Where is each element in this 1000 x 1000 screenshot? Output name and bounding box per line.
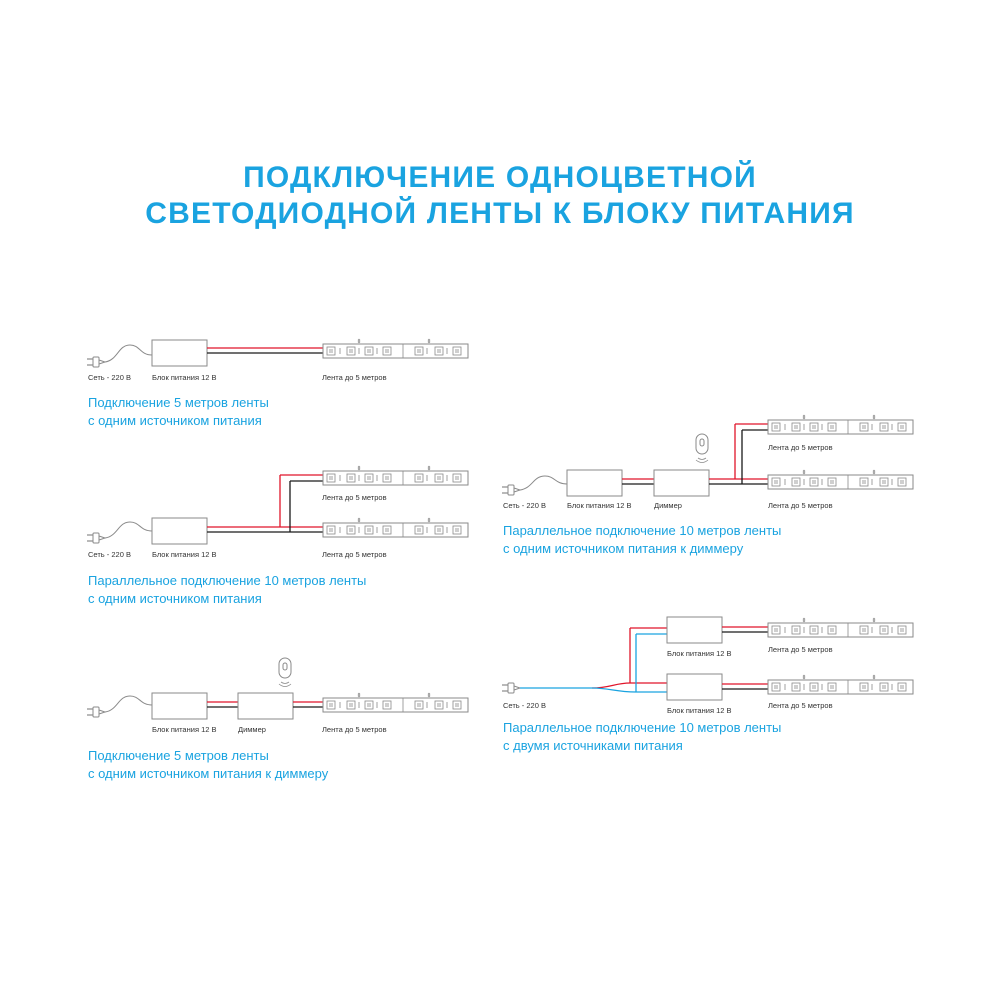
power-supply — [152, 693, 207, 719]
strip-label: Лента до 5 метров — [322, 550, 387, 559]
psu-label: Блок питания 12 В — [152, 725, 217, 734]
caption-line-1: Параллельное подключение 10 метров ленты — [503, 720, 782, 735]
power-supply — [152, 518, 207, 544]
caption-line-1: Подключение 5 метров ленты — [88, 395, 269, 410]
diagram-3 — [87, 658, 468, 734]
caption-line-1: Подключение 5 метров ленты — [88, 748, 269, 763]
caption-line-1: Параллельное подключение 10 метров ленты — [503, 523, 782, 538]
diagram-5 — [502, 617, 913, 715]
caption-diagram-1 — [88, 394, 269, 430]
strip-label: Лента до 5 метров — [768, 501, 833, 510]
caption-line-1: Параллельное подключение 10 метров ленты — [88, 573, 367, 588]
diagram-2 — [87, 466, 468, 559]
caption-line-2: с одним источником питания — [88, 413, 262, 428]
dimmer-label: Диммер — [238, 725, 266, 734]
dimmer — [238, 693, 293, 719]
strip-label: Лента до 5 метров — [768, 443, 833, 452]
mains-label: Сеть - 220 В — [88, 550, 131, 559]
caption-line-2: с двумя источниками питания — [503, 738, 683, 753]
remote-icon — [279, 658, 291, 687]
plug-icon — [87, 357, 105, 367]
title-line-1: ПОДКЛЮЧЕНИЕ ОДНОЦВЕТНОЙ — [243, 161, 757, 194]
plug-icon — [87, 707, 105, 717]
power-supply — [567, 470, 622, 496]
caption-line-2: с одним источником питания к диммеру — [88, 766, 329, 781]
led-strip — [768, 618, 913, 637]
power-supply — [667, 674, 722, 700]
mains-label: Сеть - 220 В — [503, 701, 546, 710]
led-strip — [768, 470, 913, 489]
led-strip — [323, 518, 468, 537]
psu-label: Блок питания 12 В — [667, 706, 732, 715]
psu-label: Блок питания 12 В — [567, 501, 632, 510]
led-strip — [768, 675, 913, 694]
plug-icon — [87, 533, 105, 543]
led-strip — [323, 693, 468, 712]
diagram-4 — [502, 415, 913, 510]
diagram-1 — [87, 339, 468, 382]
remote-icon — [696, 434, 708, 463]
title-line-2: СВЕТОДИОДНОЙ ЛЕНТЫ К БЛОКУ ПИТАНИЯ — [145, 197, 855, 230]
led-strip — [323, 466, 468, 485]
strip-label: Лента до 5 метров — [322, 493, 387, 502]
psu-label: Блок питания 12 В — [667, 649, 732, 658]
psu-label: Блок питания 12 В — [152, 550, 217, 559]
caption-diagram-3 — [88, 747, 328, 783]
led-strip — [323, 339, 468, 358]
caption-line-2: с одним источником питания — [88, 591, 262, 606]
strip-label: Лента до 5 метров — [322, 725, 387, 734]
caption-diagram-5 — [503, 719, 781, 755]
power-supply — [667, 617, 722, 643]
strip-label: Лента до 5 метров — [768, 645, 833, 654]
caption-diagram-4 — [503, 522, 781, 558]
plug-icon — [502, 485, 520, 495]
caption-line-2: с одним источником питания к диммеру — [503, 541, 744, 556]
power-supply — [152, 340, 207, 366]
psu-label: Блок питания 12 В — [152, 373, 217, 382]
strip-label: Лента до 5 метров — [322, 373, 387, 382]
mains-label: Сеть - 220 В — [503, 501, 546, 510]
plug-icon — [502, 683, 520, 693]
strip-label: Лента до 5 метров — [768, 701, 833, 710]
mains-label: Сеть - 220 В — [88, 373, 131, 382]
led-strip — [768, 415, 913, 434]
dimmer — [654, 470, 709, 496]
caption-diagram-2 — [88, 572, 366, 608]
dimmer-label: Диммер — [654, 501, 682, 510]
